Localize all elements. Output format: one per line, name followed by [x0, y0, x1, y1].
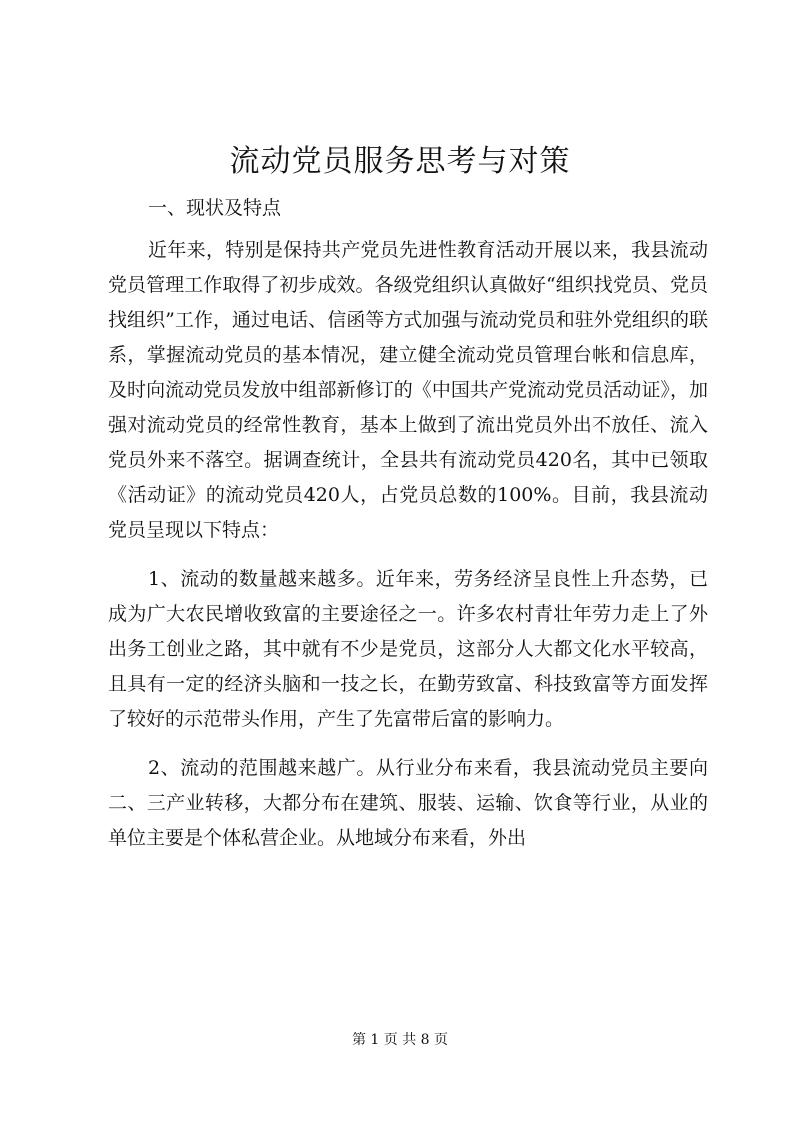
- paragraph-feature-1: 1、流动的数量越来越多。近年来，劳务经济呈良性上升态势，已成为广大农民增收致富的主要途径之一。许多农村青壮年劳力走上了外出务工创业之路，其中就有不少是党员，这部分人大都文化水平较高，且具有一定的经济头脑和一技之长，在勤劳致富、科技致富等方面发挥了较好的示范带头作用，产生了先富带后富的影响力。: [108, 568, 708, 730]
- paragraph-feature-2: 2、流动的范围越来越广。从行业分布来看，我县流动党员主要向二、三产业转移，大都分布在建筑、服装、运输、饮食等行业，从业的单位主要是个体私营企业。从地域分布来看，外出: [108, 757, 708, 849]
- section-heading: 一、现状及特点: [148, 197, 282, 219]
- paragraph-status: 近年来，特别是保持共产党员先进性教育活动开展以来，我县流动党员管理工作取得了初步成效。各级党组织认真做好“组织找党员、党员找组织”工作，通过电话、信函等方式加强与流动党员和驻外党组织的联系，掌握流动党员的基本情况，建立健全流动党员管理台帐和信息库，及时向流动党员发放中组部新修订的《中国共产党流动党员活动证》，加强对流动党员的经常性教育，基本上做到了流出党员外出不放任、流入党员外来不落空。据调查统计，全县共有流动党员420名，其中已领取《活动证》的流动党员420人，占党员总数的100%。目前，我县流动党员呈现以下特点：: [108, 239, 708, 541]
- document-body: [108, 186, 708, 856]
- document-title: 流动党员服务思考与对策: [229, 144, 571, 179]
- page-number-footer: 第 1 页 共 8 页: [351, 1032, 449, 1048]
